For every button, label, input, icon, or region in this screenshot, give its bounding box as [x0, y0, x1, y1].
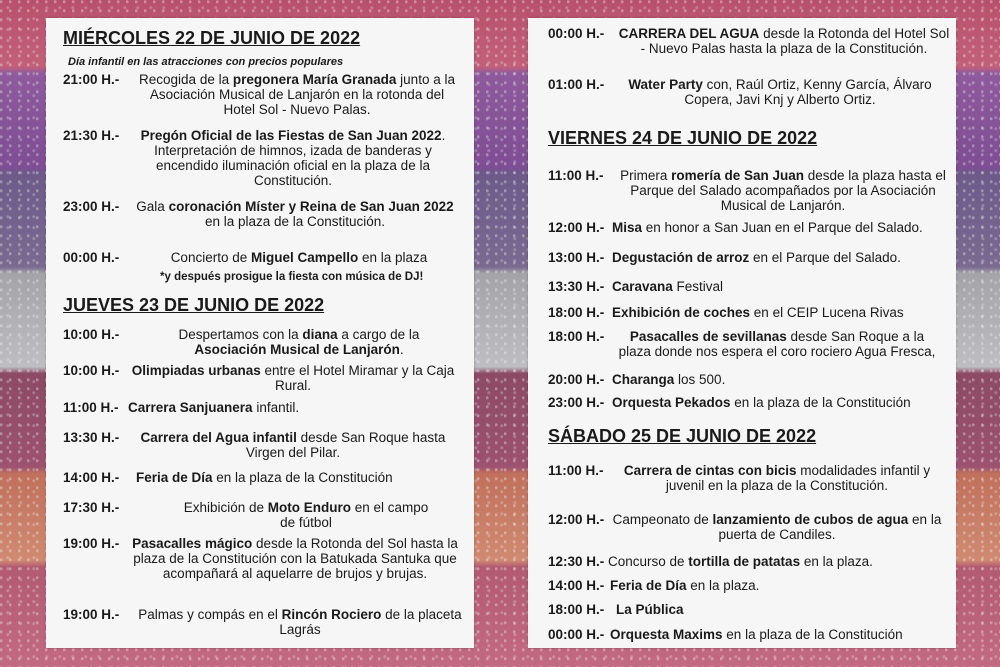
event-description: Feria de Día en la plaza.	[610, 578, 760, 593]
event-time: 01:00 H.-	[548, 77, 605, 92]
event-description: Campeonato de lanzamiento de cubos de agua en la puerta de Candiles.	[612, 512, 942, 542]
event-time: 00:00 H.-	[548, 26, 605, 41]
event-description: Pasacalles de sevillanas desde San Roque a la plaza donde nos espera el coro rociero Agua Fresca,	[618, 329, 936, 359]
event-description: Misa en honor a San Juan en el Parque del Salado.	[612, 220, 923, 235]
day-subtitle: Día infantil en las atracciones con precios populares	[68, 56, 344, 68]
event-description: Concurso de tortilla de patatas en la plaza.	[608, 554, 873, 569]
event-time: 18:00 H.-	[548, 305, 605, 320]
event-description: Orquesta Pekados en la plaza de la Constitución	[612, 395, 911, 410]
event-description: Recogida de la pregonera María Granada junto a la Asociación Musical de Lanjarón en la rotonda del Hotel Sol - Nuevo Palas.	[139, 72, 455, 117]
event-description: Orquesta Maxims en la plaza de la Constitución	[610, 627, 903, 642]
event-description: Charanga los 500.	[612, 372, 726, 387]
event-time: 11:00 H.-	[548, 168, 604, 183]
event-time: 18:00 H.-	[548, 329, 605, 344]
event-time: 12:00 H.-	[548, 220, 605, 235]
event-time: 14:00 H.-	[548, 578, 605, 593]
event-time: 11:00 H.-	[548, 463, 604, 478]
event-time: 10:00 H.-	[63, 327, 120, 342]
event-time: 13:30 H.-	[548, 279, 605, 294]
event-time: 19:00 H.-	[63, 607, 120, 622]
event-description: Despertamos con la diana a cargo de la Asociación Musical de Lanjarón.	[178, 327, 420, 357]
event-time: 18:00 H.-	[548, 602, 605, 617]
event-description: La Pública	[616, 602, 684, 617]
event-time: 00:00 H.-	[63, 250, 120, 265]
event-time: 13:30 H.-	[63, 430, 120, 445]
event-time: 12:30 H.-	[548, 554, 605, 569]
event-description: Degustación de arroz en el Parque del Salado.	[612, 250, 901, 265]
event-time: 20:00 H.-	[548, 372, 605, 387]
event-description: Carrera del Agua infantil desde San Roque hasta Virgen del Pilar.	[140, 430, 446, 460]
left-program-panel	[46, 18, 474, 648]
event-time: 12:00 H.-	[548, 512, 605, 527]
event-time: 14:00 H.-	[63, 470, 120, 485]
event-description: Carrera de cintas con bicis modalidades infantil y juvenil en la plaza de la Constitución.	[623, 463, 931, 493]
event-description: Olimpiadas urbanas entre el Hotel Miramar y la Caja Rural.	[131, 363, 455, 393]
event-description: Pregón Oficial de las Fiestas de San Juan 2022. Interpretación de himnos, izada de banderas y encendido iluminación oficial en la plaza de la Constitución.	[140, 128, 446, 188]
event-description: Feria de Día en la plaza de la Constitución	[136, 470, 393, 485]
event-time: 17:30 H.-	[63, 500, 120, 515]
right-program-panel	[528, 18, 956, 648]
event-description: Caravana Festival	[612, 279, 724, 294]
event-time: 21:30 H.-	[63, 128, 120, 143]
event-time: 13:00 H.-	[548, 250, 605, 265]
event-time: 00:00 H.-	[548, 627, 605, 642]
event-note: *y después prosigue la fiesta con música de DJ!	[160, 271, 424, 283]
day-title-thursday: JUEVES 23 DE JUNIO DE 2022	[63, 295, 325, 315]
event-time: 19:00 H.-	[63, 536, 120, 551]
day-title-wednesday: MIÉRCOLES 22 DE JUNIO DE 2022	[63, 28, 361, 48]
day-title-friday: VIERNES 24 DE JUNIO DE 2022	[548, 128, 818, 148]
event-description: Palmas y compás en el Rincón Rociero de la placeta Lagrás	[138, 607, 462, 637]
event-description: Exhibición de coches en el CEIP Lucena Rivas	[612, 305, 904, 320]
event-description: Exhibición de Moto Enduro en el campo de fútbol	[183, 500, 429, 530]
event-description: Pasacalles mágico desde la Rotonda del Sol hasta la plaza de la Constitución con la Batukada Santuka que acompañará al aquelarre de brujos y brujas.	[132, 536, 458, 581]
event-time: 23:00 H.-	[63, 199, 120, 214]
event-time: 10:00 H.-	[63, 363, 120, 378]
event-description: Concierto de Miguel Campello en la plaza	[170, 250, 428, 265]
event-time: 21:00 H.-	[63, 72, 120, 87]
event-description: Gala coronación Míster y Reina de San Juan 2022 en la plaza de la Constitución.	[136, 199, 454, 229]
event-description: Primera romería de San Juan desde la plaza hasta el Parque del Salado acompañados por la Asociación Musical de Lanjarón.	[620, 168, 946, 213]
event-description: Carrera Sanjuanera infantil.	[128, 400, 300, 415]
event-description: Water Party con, Raúl Ortiz, Kenny García, Álvaro Copera, Javi Knj y Alberto Ortiz.	[628, 77, 932, 107]
event-description: CARRERA DEL AGUA desde la Rotonda del Hotel Sol - Nuevo Palas hasta la plaza de la Constitución.	[618, 26, 950, 56]
event-time: 11:00 H.-	[63, 400, 119, 415]
event-time: 23:00 H.-	[548, 395, 605, 410]
day-title-saturday: SÁBADO 25 DE JUNIO DE 2022	[548, 426, 817, 446]
